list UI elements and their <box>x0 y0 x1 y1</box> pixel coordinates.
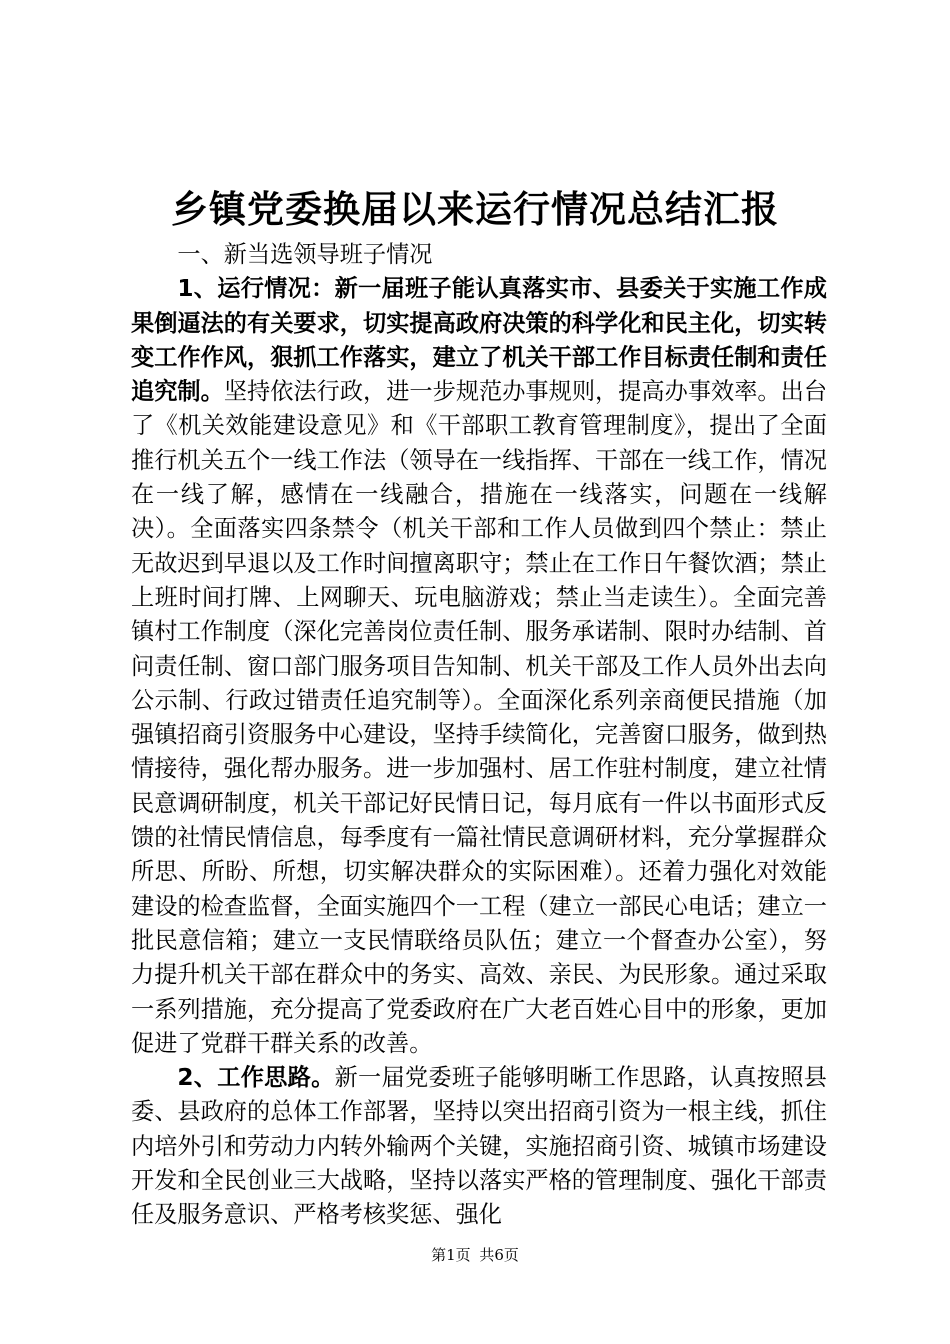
document-title: 乡镇党委换届以来运行情况总结汇报 <box>171 187 779 231</box>
page-footer <box>0 1245 950 1265</box>
page-number: 第1页 <box>431 1246 471 1264</box>
page-total: 共6页 <box>479 1246 519 1264</box>
section-heading: 一、新当选领导班子情况 <box>177 241 433 268</box>
paragraph-lead: 1、运行情况：新一届班子能认真落实市、县委关于实施工作成果倒逼法的有关要求，切实提高政府决策的科学化和民主化，切实转变工作作风，狠抓工作落实，建立了机关干部工作目标责任制和责任追究制。 <box>131 275 827 406</box>
document-body <box>131 238 827 1233</box>
paragraph-work-approach <box>131 1061 827 1232</box>
paragraph-lead: 2、工作思路。 <box>177 1064 335 1092</box>
paragraph-operation <box>131 272 827 1061</box>
paragraph-text: 坚持依法行政，进一步规范办事规则，提高办事效率。出台了《机关效能建设意见》和《干部职工教育管理制度》，提出了全面推行机关五个一线工作法（领导在一线指挥、干部在一线工作，情况在一线了解，感情在一线融合，措施在一线落实，问题在一线解决）。全面落实四条禁令（机关干部和工作人员做到四个禁止：禁止无故迟到早退以及工作时间擅离职守；禁止在工作日午餐饮酒；禁止上班时间打牌、上网聊天、玩电脑游戏；禁止当走读生）。全面完善镇村工作制度（深化完善岗位责任制、服务承诺制、限时办结制、首问责任制、窗口部门服务项目告知制、机关干部及工作人员外出去向公示制、行政过错责任追究制等）。全面深化系列亲商便民措施（加强镇招商引资服务中心建设，坚持手续简化，完善窗口服务，做到热情接待，强化帮办服务。进一步加强村、居工作驻村制度，建立社情民意调研制度，机关干部记好民情日记，每月底有一件以书面形式反馈的社情民情信息，每季度有一篇社情民意调研材料，充分掌握群众所思、所盼、所想，切实解决群众的实际困难）。还着力强化对效能建设的检查监督，全面实施四个一工程（建立一部民心电话；建立一批民意信箱；建立一支民情联络员队伍；建立一个督查办公室），努力提升机关干部在群众中的务实、高效、亲民、为民形象。通过采取一系列措施，充分提高了党委政府在广大老百姓心目中的形象，更加促进了党群干群关系的改善。 <box>131 378 828 1057</box>
paragraph-text: 新一届党委班子能够明晰工作思路，认真按照县委、县政府的总体工作部署，坚持以突出招商引资为一根主线，抓住内培外引和劳动力内转外输两个关键，实施招商引资、城镇市场建设开发和全民创业三大战略，坚持以落实严格的管理制度、强化干部责任及服务意识、严格考核奖惩、强化 <box>131 1064 827 1229</box>
